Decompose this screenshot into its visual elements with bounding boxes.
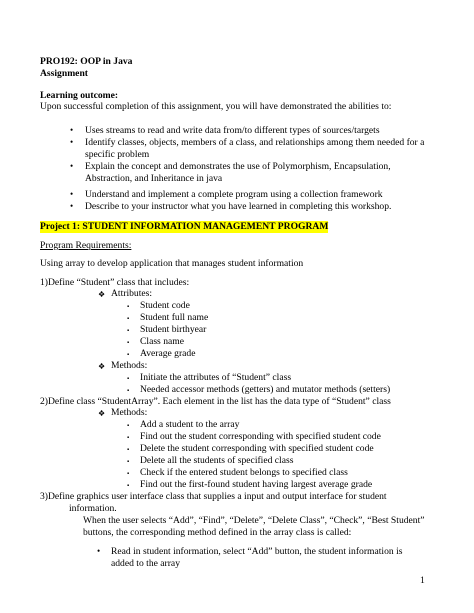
bullet-icon: • <box>70 161 74 171</box>
bullet-icon: • <box>70 125 74 135</box>
method-item: Find out the student corresponding with specified student code <box>140 431 381 442</box>
method-item: Find out the first-found student having largest average grade <box>140 479 373 490</box>
outcome-item-cont: Abstraction, and Inheritance in java <box>85 173 223 184</box>
method-item: Delete the student corresponding with specified student code <box>140 443 374 454</box>
square-bullet-icon: ▪ <box>127 447 130 453</box>
section-3-heading-cont: information. <box>69 503 117 514</box>
square-bullet-icon: ▪ <box>127 304 130 310</box>
attribute-item: Student birthyear <box>140 324 207 335</box>
attribute-item: Class name <box>140 336 184 347</box>
method-item: Needed accessor methods (getters) and mutator methods (setters) <box>140 384 391 395</box>
learning-outcome-intro: Upon successful completion of this assignment, you will have demonstrated the abilities to: <box>40 101 392 112</box>
attributes-label: Attributes: <box>111 288 153 299</box>
square-bullet-icon: ▪ <box>127 459 130 465</box>
section-3-item-cont: added to the array <box>111 558 180 569</box>
section-3-paragraph-cont: buttons, the corresponding method defined in the array class is called: <box>83 527 352 538</box>
square-bullet-icon: ▪ <box>127 340 130 346</box>
section-3-item: Read in student information, select “Add” button, the student information is <box>111 546 403 557</box>
square-bullet-icon: ▪ <box>127 376 130 382</box>
diamond-icon: ❖ <box>98 290 106 299</box>
bullet-icon: • <box>70 137 74 147</box>
square-bullet-icon: ▪ <box>127 471 130 477</box>
page-number: 1 <box>420 575 425 586</box>
diamond-icon: ❖ <box>98 409 106 418</box>
square-bullet-icon: ▪ <box>127 435 130 441</box>
square-bullet-icon: ▪ <box>127 423 130 429</box>
method-item: Delete all the students of specified class <box>140 455 294 466</box>
requirements-intro: Using array to develop application that manages student information <box>40 258 304 269</box>
outcome-item: Identify classes, objects, members of a class, and relationships among them needed for a <box>85 137 425 148</box>
section-1-heading: 1)Define “Student” class that includes: <box>40 277 190 288</box>
outcome-item: Uses streams to read and write data from/to different types of sources/targets <box>85 125 380 136</box>
outcome-item: Understand and implement a complete program using a collection framework <box>85 189 383 200</box>
attribute-item: Student full name <box>140 312 209 323</box>
outcome-item: Describe to your instructor what you have learned in completing this workshop. <box>85 201 392 212</box>
method-item: Initiate the attributes of “Student” class <box>140 372 292 383</box>
method-item: Check if the entered student belongs to specified class <box>140 467 348 478</box>
bullet-icon: • <box>70 189 74 199</box>
outcome-item: Explain the concept and demonstrates the use of Polymorphism, Encapsulation, <box>85 161 391 172</box>
course-title: PRO192: OOP in Java <box>40 56 133 67</box>
attribute-item: Student code <box>140 300 190 311</box>
bullet-icon: • <box>70 201 74 211</box>
section-3-heading: 3)Define graphics user interface class that supplies a input and output interface for student <box>40 491 387 502</box>
square-bullet-icon: ▪ <box>127 388 130 394</box>
square-bullet-icon: ▪ <box>127 316 130 322</box>
learning-outcome-title: Learning outcome: <box>40 90 119 101</box>
section-3-paragraph: When the user selects “Add”, “Find”, “Delete”, “Delete Class”, “Check”, “Best Student” <box>83 515 425 526</box>
square-bullet-icon: ▪ <box>127 483 130 489</box>
method-item: Add a student to the array <box>140 419 240 430</box>
project-title: Project 1: STUDENT INFORMATION MANAGEMENT PROGRAM <box>40 221 329 232</box>
requirements-heading: Program Requirements: <box>40 240 132 251</box>
attribute-item: Average grade <box>140 348 196 359</box>
section-2-heading: 2)Define class “StudentArray”. Each element in the list has the data type of “Student” class <box>40 396 391 407</box>
bullet-icon: • <box>97 546 101 556</box>
methods-label: Methods: <box>111 360 148 371</box>
doc-type: Assignment <box>40 68 88 79</box>
diamond-icon: ❖ <box>98 362 106 371</box>
square-bullet-icon: ▪ <box>127 328 130 334</box>
methods-label: Methods: <box>111 407 148 418</box>
square-bullet-icon: ▪ <box>127 352 130 358</box>
outcome-item-cont: specific problem <box>85 149 150 160</box>
